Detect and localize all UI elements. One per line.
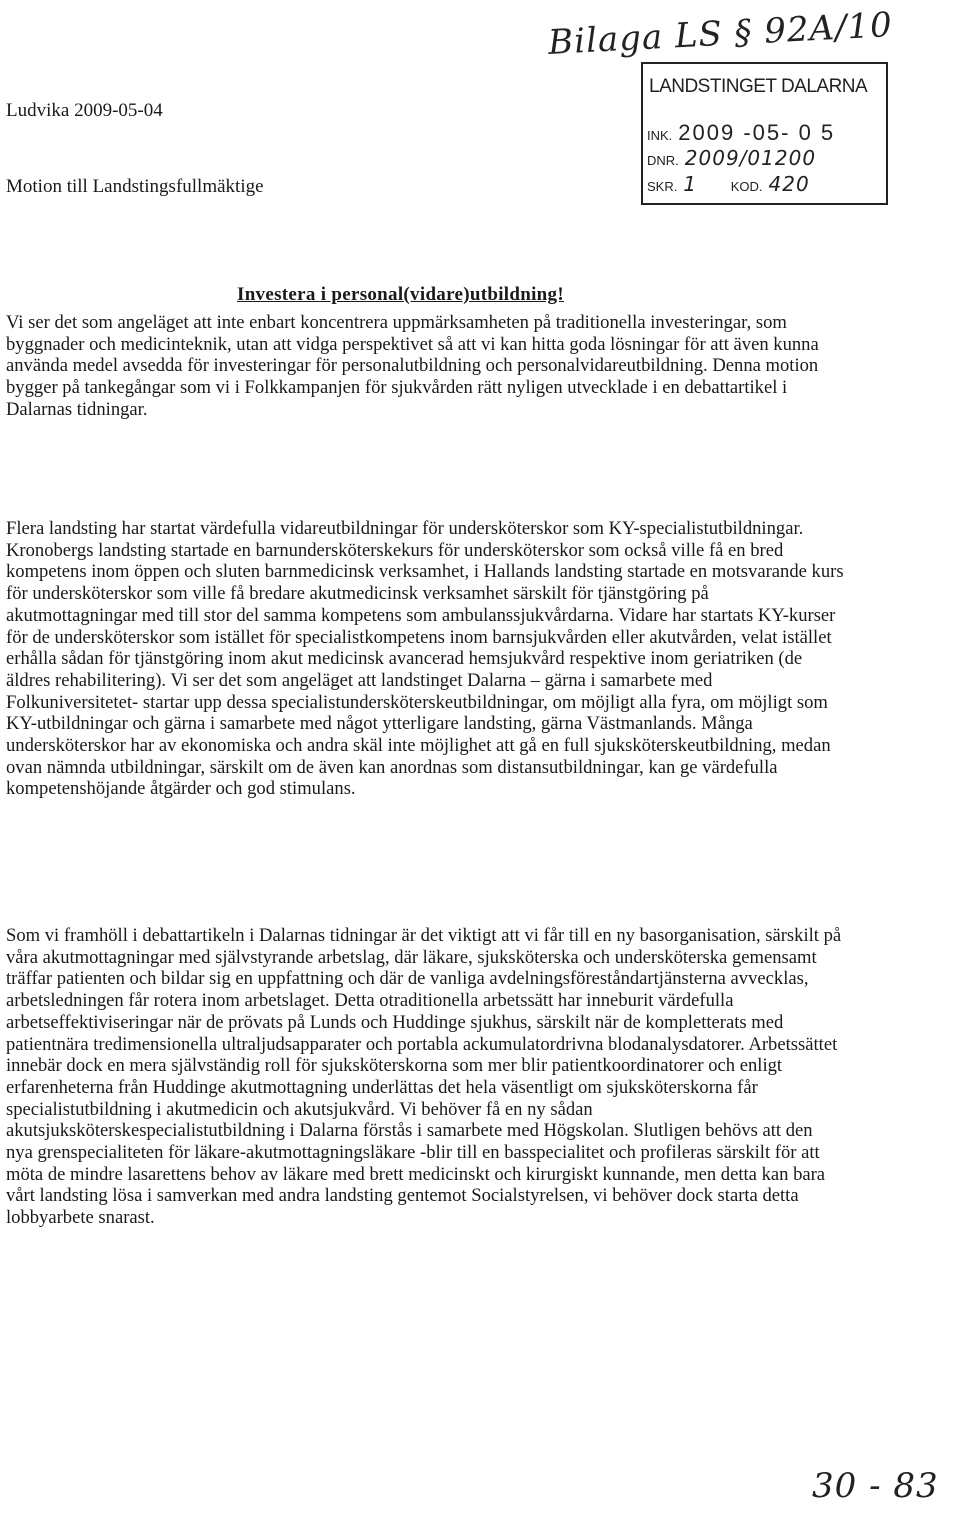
place-and-date: Ludvika 2009-05-04 bbox=[6, 100, 163, 121]
motion-title: Investera i personal(vidare)utbildning! bbox=[237, 284, 564, 305]
attachment-note-handwritten: Bilaga LS § 92A/10 bbox=[547, 5, 894, 63]
stamp-organization: LANDSTINGET DALARNA bbox=[649, 76, 868, 97]
stamp-dnr-value: 2009/01200 bbox=[684, 146, 817, 170]
stamp-received-line bbox=[647, 120, 881, 146]
stamp-received-label: INK. bbox=[647, 128, 673, 143]
body-paragraph-1: Vi ser det som angeläget att inte enbart koncentrera uppmärksamheten på traditionella investeringar, som byggnader och medicinteknik, utan att vidga perspektivet så att vi kan hitta goda lösningar för att även kunna använda medel avsedda för investeringar för personalutbildning och personalvidareutbildning. Denna motion bygger på tankegångar som vi i Folkkampanjen för sjukvården rätt nyligen utvecklade i en debattartikel i Dalarnas tidningar. bbox=[6, 312, 819, 420]
handwritten-page-number: 30 - 83 bbox=[812, 1466, 939, 1506]
received-stamp bbox=[641, 62, 888, 205]
stamp-skr-value: 1 bbox=[683, 172, 698, 196]
stamp-kod-label: KOD. bbox=[730, 179, 763, 194]
stamp-skr-line bbox=[647, 172, 881, 196]
recipient-line: Motion till Landstingsfullmäktige bbox=[6, 176, 264, 197]
body-paragraph-3: Som vi framhöll i debattartikeln i Dalarnas tidningar är det viktigt att vi får till en ny basorganisation, särskilt på våra akutmottagningar med självstyrande arbetslag, där läkare, sjuksköterska och undersköterska gemensamt träffar patienten och bildar sig en uppfattning och där de vanliga avdelningsföreståndartjänsterna avvecklas, arbetsledningen får rotera inom arbetslaget. Detta otraditionella arbetssätt har inneburit värdefulla arbetseffektiviseringar när de prövats på Lunds och Huddinge sjukhus, särskilt när de kompletterats med patientnära tredimensionella ultraljudsapparater och portabla ackumulatordrivna blodanalysdatorer. Arbetssättet innebär dock en mera självständig roll för sjuksköterskorna som mer blir patientkoordinatorer och enligt erfarenheterna från Huddinge akutmottagning underlättas det hela väsentligt om sjuksköterskorna får specialistutbildning i akutmedicin och akutsjukvård. Vi behöver få en ny sådan akutsjuksköterskespecialistutbildning i Dalarna förstås i samarbete med Högskolan. Slutligen behövs att den nya grenspecialiteten för läkare-akutmottagningsläkare -blir till en basspecialitet och profileras särskilt för att möta de mindre lasarettens behov av läkare med brett medicinskt och kirurgiskt kunnande, men detta kan bara vårt landsting lösa i samverkan med andra landsting gentemot Socialstyrelsen, vi behöver dock starta detta lobbyarbete snarast. bbox=[6, 925, 842, 1229]
stamp-dnr-line bbox=[647, 146, 881, 170]
stamp-skr-label: SKR. bbox=[647, 179, 678, 194]
stamp-kod-value: 420 bbox=[768, 172, 810, 196]
body-paragraph-2: Flera landsting har startat värdefulla vidareutbildningar för undersköterskor som KY-specialistutbildningar. Kronobergs landsting startade en barnundersköterskekurs för undersköterskor som också ville få en bred kompetens inom öppen och sluten barnmedicinsk verksamhet, i Hallands landsting startade en motsvarande kurs för undersköterskor som ville få bredare akutmedicinsk verksamhet särskilt för tjänstgöring på akutmottagningar med till stor del samma kompetens som ambulanssjukvårdarna. Vidare har startats KY-kurser för de undersköterskor som istället för specialistkompetens inom barnsjukvården eller akutvården, velat istället erhålla sådan för tjänstgöring inom akut medicinsk avancerad hemsjukvård respektive inom geriatriken (de äldres rehabilitering). Vi ser det som angeläget att landstinget Dalarna – gärna i samarbete med Folkuniversitetet- startar upp dessa specialistundersköterskeutbildningar, om möjligt alla fyra, om möjligt som KY-utbildningar och gärna i samarbete med något ytterligare landsting, gärna Västmanlands. Många undersköterskor har av ekonomiska och andra skäl inte möjlighet att gå en full sjuksköterskeutbildning, medan ovan nämnda utbildningar, särskilt om de även kan anordnas som distansutbildningar, kan ge värdefulla kompetenshöjande åtgärder och god stimulans. bbox=[6, 518, 844, 800]
stamp-dnr-label: DNR. bbox=[647, 153, 679, 168]
stamp-received-date: 2009 -05- 0 5 bbox=[678, 120, 836, 145]
